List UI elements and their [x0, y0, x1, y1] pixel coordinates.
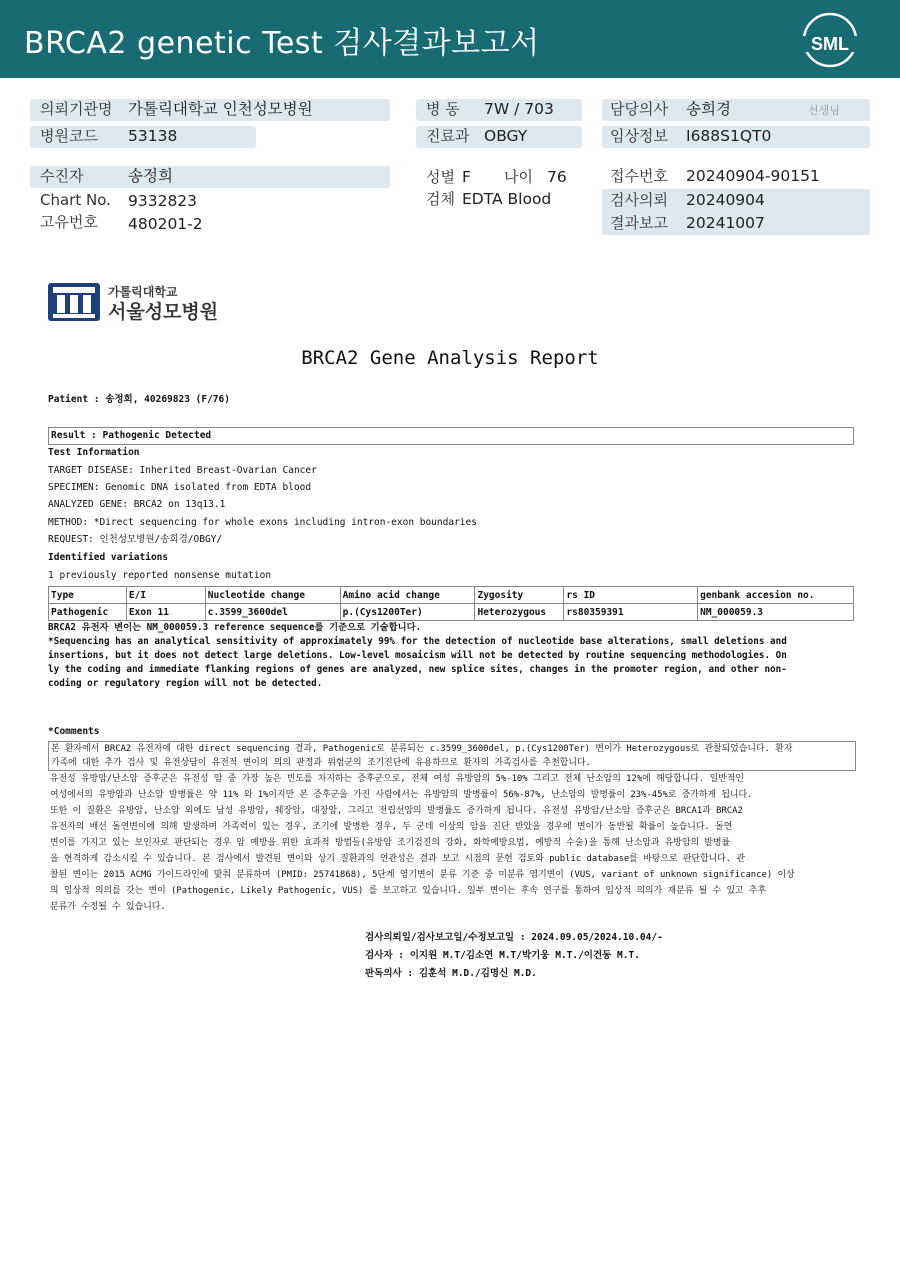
table-cell: p.(Cys1200Ter): [340, 604, 475, 621]
comment-line: 변이를 가지고 있는 보인자로 판단되는 경우 암 예방을 위한 효과적 방법들(유방암 조기검진의 강화, 화학예방요법, 예방적 수술)을 통해 난소암과 유방암의 발병률: [50, 838, 731, 848]
ward-label: 병 동: [426, 100, 460, 118]
sex-value: F: [462, 168, 471, 186]
request-line: REQUEST: 인천성모병원/송희경/OBGY/: [48, 534, 223, 545]
identified-note: 1 previously reported nonsense mutation: [48, 570, 272, 581]
institution-value: 가톨릭대학교 인천성모병원: [128, 100, 313, 118]
specimen-label: 검체: [426, 190, 455, 208]
sensitivity-paragraph: [48, 621, 856, 691]
header-cell: E/I: [126, 587, 205, 604]
header-cell: Amino acid change: [340, 587, 475, 604]
comment-line: 의 임상적 의의를 갖는 변이 (Pathogenic, Likely Pathogenic, VUS) 를 보고하고 있습니다. 일부 변이는 후속 연구를 통하여 임상적 의의가 재분류 될 수 있고 추후: [50, 886, 767, 896]
sensitivity-line: *Sequencing has an analytical sensitivity of approximately 99% for the detection of nucleotide base alterations, small deletions and: [48, 636, 787, 647]
comment-line: 여성에서의 유방암과 난소암 발병률은 약 11% 와 1%이지만 본 증후군을 가진 사람에서는 유방암의 발병률이 56%-87%, 난소암의 발병률이 23%-45%로 증가하게 됩니다.: [50, 790, 753, 800]
patient-band: [30, 166, 390, 188]
chart-value: 9332823: [128, 192, 198, 210]
request-value: 20240904: [686, 191, 765, 209]
hospital-name: 서울성모병원: [108, 301, 219, 323]
variant-table: [48, 586, 854, 621]
hospital-university-name: 가톨릭대학교: [108, 285, 178, 299]
unique-number-value: 480201-2: [128, 215, 203, 233]
identified-heading: Identified variations: [48, 552, 169, 563]
comment-body: [48, 771, 856, 915]
comment-summary-box: [48, 741, 856, 771]
age-label: 나이: [504, 168, 533, 186]
comment-line: 찰된 변이는 2015 ACMG 가이드라인에 맞춰 분류하며 (PMID: 25741868), 5단계 염기변이 분류 기준 중 미분류 염기변이 (VUS, variant of unknown significance) 이상: [50, 870, 795, 880]
table-cell: c.3599_3600del: [205, 604, 340, 621]
hospital-emblem-icon: [47, 282, 101, 322]
target-disease-line: TARGET DISEASE: Inherited Breast-Ovarian Cancer: [48, 465, 317, 476]
report-date-label: 결과보고: [610, 214, 668, 232]
specimen-line: SPECIMEN: Genomic DNA isolated from EDTA blood: [48, 482, 312, 493]
specimen-value: EDTA Blood: [462, 190, 552, 208]
report-date-value: 20241007: [686, 214, 765, 232]
patient-line: Patient : 송정희, 40269823 (F/76): [48, 394, 230, 405]
report-header-bar: [0, 0, 900, 78]
department-label: 진료과: [426, 127, 470, 145]
sml-logo-text: SML: [811, 34, 849, 54]
header-cell: Type: [49, 587, 127, 604]
chart-label: Chart No.: [40, 191, 111, 209]
hospital-code-label: 병원코드: [40, 127, 98, 145]
comment-line: 유전성 유방암/난소암 증후군은 유전성 암 중 가장 높은 빈도를 차지하는 증후군으로, 전체 여성 유방암의 5%-10% 그리고 전체 난소암의 12%에 해당합니다. 일반적인: [50, 774, 744, 784]
reference-note: BRCA2 유전자 변이는 NM_000059.3 reference sequence를 기준으로 기술합니다.: [48, 622, 422, 633]
sign-dates: 검사의뢰일/검사보고일/수정보고일 : 2024.09.05/2024.10.04/-: [365, 932, 663, 943]
request-label: 검사의뢰: [610, 191, 668, 209]
doctor-label: 담당의사: [610, 100, 668, 118]
report-title: BRCA2 Gene Analysis Report: [301, 347, 599, 369]
receipt-value: 20240904-90151: [686, 167, 820, 185]
sign-doctors: 판독의사 : 김훈석 M.D./김명신 M.D.: [365, 968, 537, 979]
analyzed-gene-line: ANALYZED GENE: BRCA2 on 13q13.1: [48, 499, 226, 510]
doctor-value: 송희경: [686, 100, 731, 118]
clinical-label: 임상정보: [610, 127, 668, 145]
header-cell: genbank accesion no.: [698, 587, 854, 604]
unique-number-label: 고유번호: [40, 213, 98, 231]
table-cell: Pathogenic: [49, 604, 127, 621]
comment-line: 을 현격하게 감소시킬 수 있습니다. 본 검사에서 발견된 변이와 상기 질환과의 연관성은 결과 보고 시점의 문헌 검토와 public database를 바탕으로 판단합니다. 관: [50, 854, 745, 864]
variant-table-row: [49, 604, 854, 621]
patient-value: 송정희: [128, 167, 173, 185]
ward-value: 7W / 703: [484, 100, 554, 118]
sign-testers: 검사자 : 이지원 M.T/김소연 M.T/박기웅 M.T./이건동 M.T.: [365, 950, 640, 961]
test-info-heading: Test Information: [48, 447, 140, 458]
sensitivity-line: insertions, but it does not detect large deletions. Low-level mosaicism will not be detected by routine sequencing methodologies. On: [48, 650, 787, 661]
header-cell: Nucleotide change: [205, 587, 340, 604]
patient-label: 수진자: [40, 167, 84, 185]
header-cell: Zygosity: [475, 587, 564, 604]
clinical-value: I688S1QT0: [686, 127, 772, 145]
comment-line: 또한 이 질환은 유방암, 난소암 외에도 남성 유방암, 췌장암, 대장암, 그리고 전립선암의 발병률도 증가하게 됩니다. 유전성 유방암/난소암 증후군은 BRCA1과 BRCA2: [50, 806, 743, 816]
report-header-title: BRCA2 genetic Test 검사결과보고서: [24, 26, 540, 61]
institution-label: 의뢰기관명: [40, 100, 113, 118]
sensitivity-line: coding or regulatory region will not be detected.: [48, 678, 323, 689]
hospital-code-value: 53138: [128, 127, 178, 145]
department-value: OBGY: [484, 127, 528, 145]
table-cell: Heterozygous: [475, 604, 564, 621]
comment-line: 분류가 수정될 수 있습니다.: [50, 902, 166, 912]
comment-summary-line: 가족에 대한 추가 검사 및 유전상담이 유전적 변이의 의의 판정과 위험군의 조기진단에 유용하므로 환자의 가족검사를 추천합니다.: [51, 758, 591, 768]
comments-heading: *Comments: [48, 726, 100, 737]
table-cell: rs80359391: [564, 604, 698, 621]
receipt-label: 접수번호: [610, 167, 668, 185]
comment-summary-line: 본 환자에서 BRCA2 유전자에 대한 direct sequencing 결과, Pathogenic로 분류되는 c.3599_3600del, p.(Cys1200Ter) 변이가 Heterozygous로 관찰되었습니다. 환자: [51, 744, 793, 754]
header-cell: rs ID: [564, 587, 698, 604]
comment-line: 유전자의 배선 돌연변이에 의해 발생하며 가족력이 있는 경우, 조기에 발병한 경우, 두 군데 이상의 암을 진단 받았을 경우에 변이가 동반될 확률이 높습니다. 돌연: [50, 822, 733, 832]
result-line: Result : Pathogenic Detected: [48, 427, 854, 445]
method-line: METHOD: *Direct sequencing for whole exons including intron-exon boundaries: [48, 517, 477, 528]
table-cell: Exon 11: [126, 604, 205, 621]
variant-table-header-row: [49, 587, 854, 604]
sml-logo-icon: [802, 12, 858, 68]
doctor-suffix: 선생님: [808, 104, 840, 117]
sensitivity-line: ly the coding and immediate flanking regions of genes are analyzed, new splice sites, changes in the promoter region, and other non-: [48, 664, 787, 675]
sex-label: 성별: [426, 168, 455, 186]
age-value: 76: [547, 168, 567, 186]
table-cell: NM_000059.3: [698, 604, 854, 621]
